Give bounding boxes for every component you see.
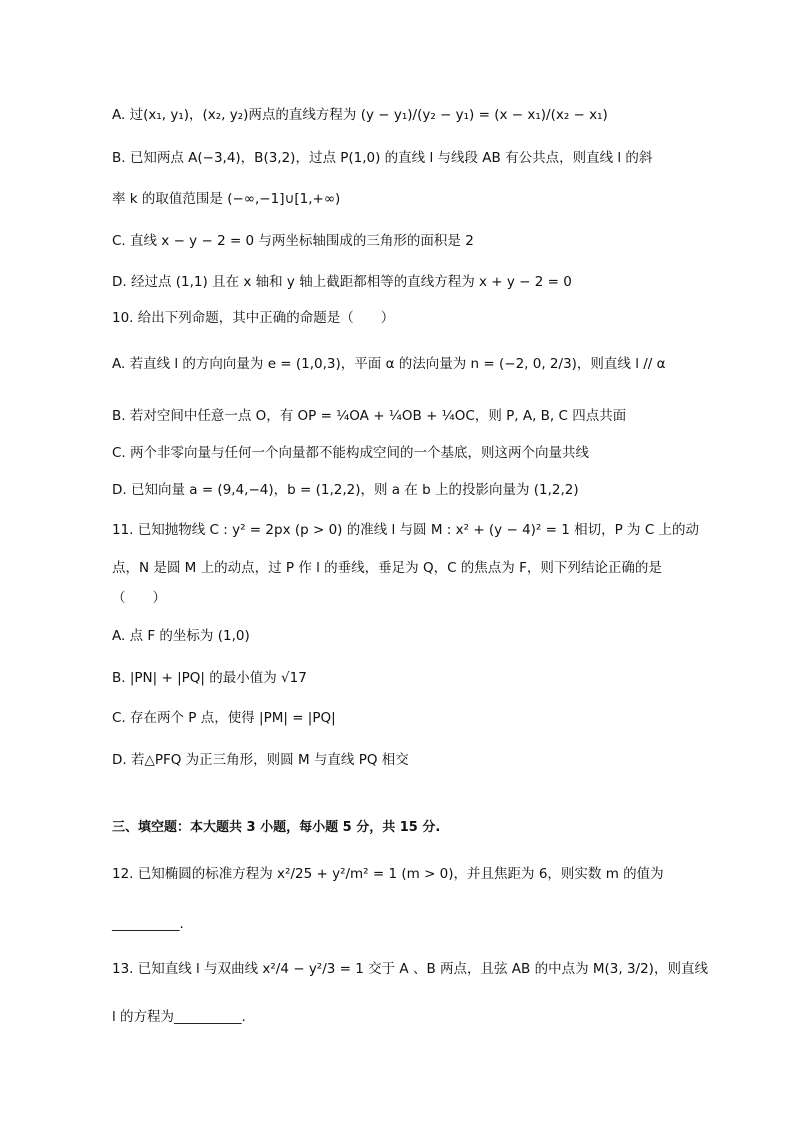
option-9d: D. 经过点 (1,1) 且在 x 轴和 y 轴上截距都相等的直线方程为 x + y − 2 = 0 (112, 274, 572, 290)
option-11c: C. 存在两个 P 点，使得 |PM| = |PQ| (112, 710, 336, 726)
question-11-line1: 11. 已知抛物线 C : y² = 2px (p > 0) 的准线 l 与圆 M : x² + (y − 4)² = 1 相切，P 为 C 上的动 (112, 522, 700, 538)
question-11-line2: 点，N 是圆 M 上的动点，过 P 作 l 的垂线，垂足为 Q，C 的焦点为 F，则下列结论正确的是 (112, 560, 662, 576)
question-13: 13. 已知直线 l 与双曲线 x²/4 − y²/3 = 1 交于 A 、B 两点，且弦 AB 的中点为 M(3, 3/2)，则直线 (112, 961, 708, 977)
option-9b-line1: B. 已知两点 A(−3,4)，B(3,2)，过点 P(1,0) 的直线 l 与线段 AB 有公共点，则直线 l 的斜 (112, 150, 653, 166)
option-10a: A. 若直线 l 的方向向量为 e = (1,0,3)，平面 α 的法向量为 n = (−2, 0, 2/3)，则直线 l // α (112, 356, 666, 372)
option-10d: D. 已知向量 a = (9,4,−4)，b = (1,2,2)，则 a 在 b 上的投影向量为 (1,2,2) (112, 482, 579, 498)
section-heading-fill-in: 三、填空题：本大题共 3 小题，每小题 5 分，共 15 分. (112, 820, 441, 835)
question-12-answer-blank: __________. (112, 916, 184, 932)
option-10c: C. 两个非零向量与任何一个向量都不能构成空间的一个基底，则这两个向量共线 (112, 445, 590, 461)
question-13-line2: l 的方程为__________. (112, 1009, 246, 1025)
option-11a: A. 点 F 的坐标为 (1,0) (112, 628, 250, 644)
question-10: 10. 给出下列命题，其中正确的命题是（ ） (112, 310, 395, 326)
option-9b-line2: 率 k 的取值范围是 (−∞,−1]∪[1,+∞) (112, 191, 341, 207)
option-11b: B. |PN| + |PQ| 的最小值为 √17 (112, 670, 307, 686)
option-11d: D. 若△PFQ 为正三角形，则圆 M 与直线 PQ 相交 (112, 752, 409, 768)
option-9c: C. 直线 x − y − 2 = 0 与两坐标轴围成的三角形的面积是 2 (112, 233, 474, 249)
option-10b: B. 若对空间中任意一点 O，有 OP = ¼OA + ¼OB + ¼OC，则 P, A, B, C 四点共面 (112, 408, 627, 424)
option-9a: A. 过(x₁, y₁)，(x₂, y₂)两点的直线方程为 (y − y₁)/(y₂ − y₁) = (x − x₁)/(x₂ − x₁) (112, 107, 608, 123)
question-11-line3: （ ） (112, 590, 166, 606)
question-12: 12. 已知椭圆的标准方程为 x²/25 + y²/m² = 1 (m > 0)，并且焦距为 6，则实数 m 的值为 (112, 866, 664, 882)
